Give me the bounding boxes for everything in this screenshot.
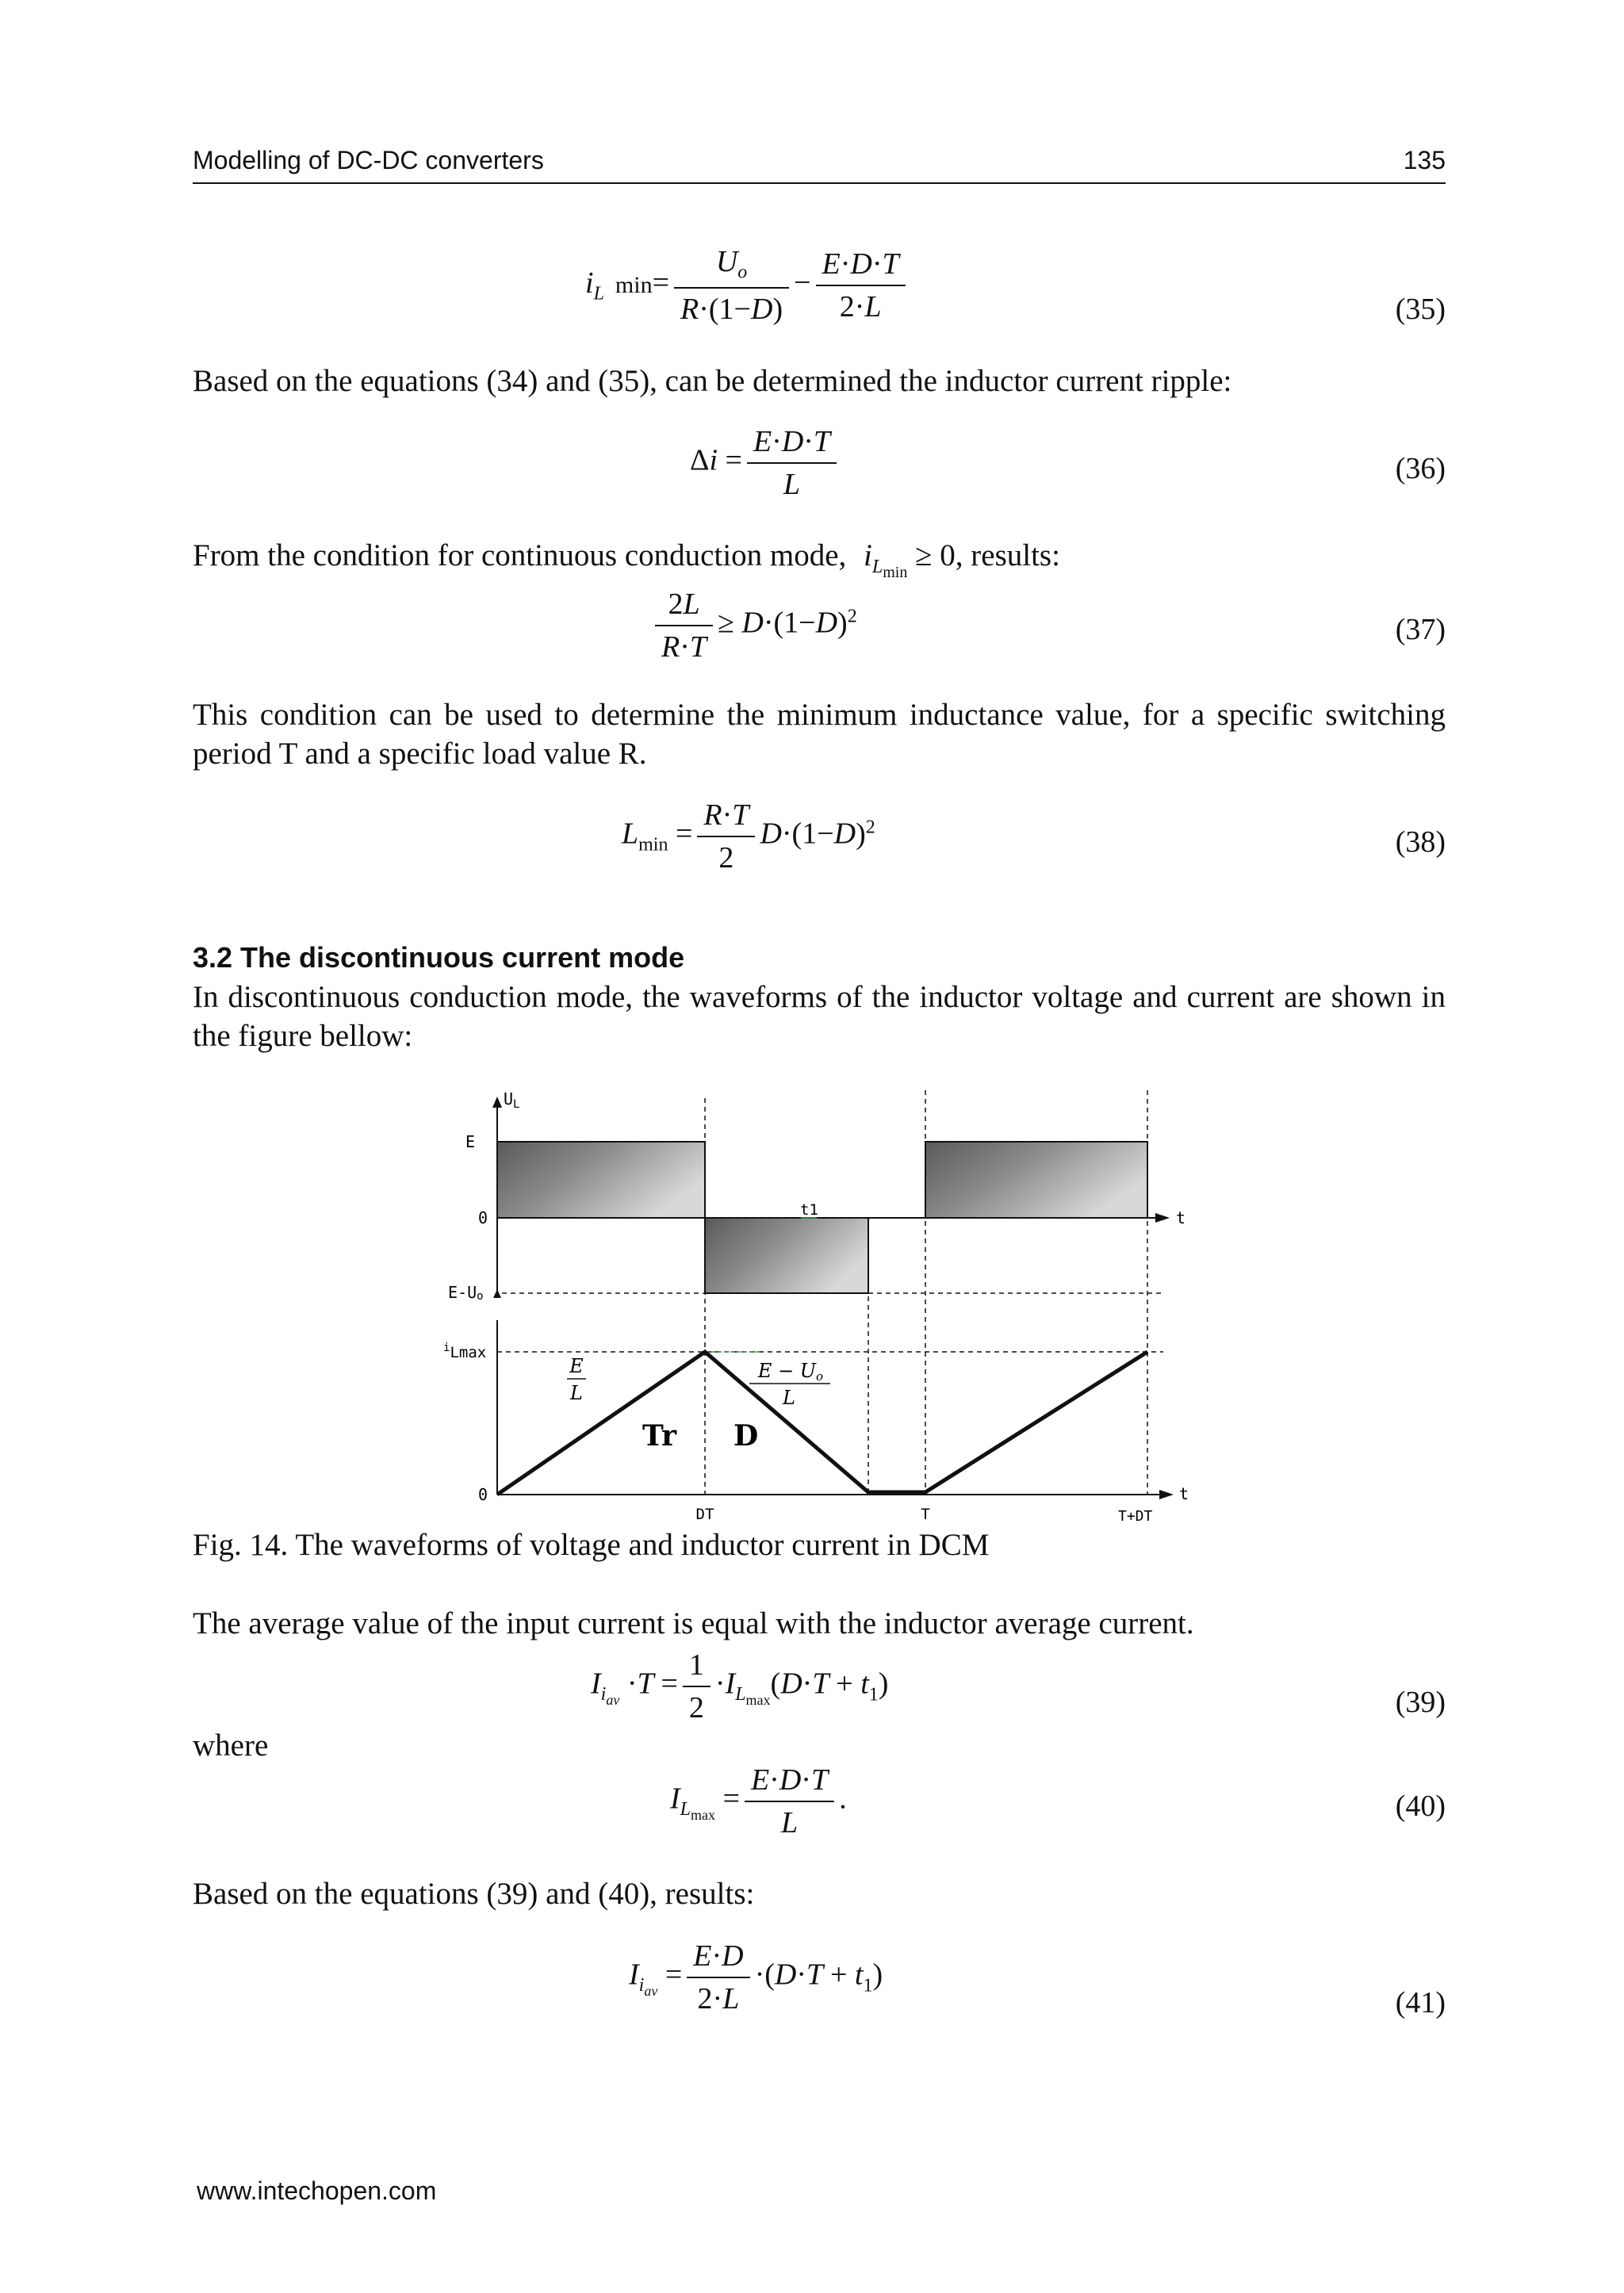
paragraph-min-inductance: This condition can be used to determine the minimum inductance value, for a specific switching period T and a specific load value R. bbox=[193, 698, 1446, 771]
label-zero-top: 0 bbox=[478, 1208, 488, 1227]
e-uo-arrow bbox=[493, 1289, 501, 1298]
paragraph-where: where bbox=[193, 1728, 269, 1763]
label-tr: Tr bbox=[642, 1419, 677, 1453]
label-t1: t1 bbox=[800, 1201, 818, 1219]
equation-41: $I_{i_{av}}$ = $\frac{E\cdot D}{2\cdot L}$ $\cdot(D\cdot T + t_1)$ bbox=[629, 1939, 883, 2015]
section-title: 3.2 The discontinuous current mode bbox=[193, 941, 685, 974]
label-t-mark: T bbox=[921, 1506, 930, 1523]
equation-37-number: (37) bbox=[1395, 613, 1446, 646]
equation-35-number: (35) bbox=[1395, 293, 1446, 326]
paragraph-continuous-condition-after: , results: bbox=[955, 538, 1060, 572]
equation-38: $L_{min}$ = $\frac{R\cdot T}{2}$ $D\cdot(1-D)^2$ bbox=[622, 798, 875, 875]
equation-36-number: (36) bbox=[1395, 452, 1446, 485]
paragraph-continuous-condition bbox=[193, 536, 1446, 592]
label-il-max: $^i$Lmax bbox=[443, 1342, 487, 1361]
equation-38-number: (38) bbox=[1395, 825, 1446, 859]
equation-40: $I_{L_{max}}$ = $\frac{E\cdot D\cdot T}{L}$ . bbox=[670, 1763, 847, 1839]
equation-39-number: (39) bbox=[1395, 1686, 1446, 1719]
footer-url[interactable]: www.intechopen.com bbox=[197, 2176, 437, 2205]
label-d: D bbox=[733, 1419, 759, 1453]
label-zero-bottom: 0 bbox=[478, 1485, 488, 1504]
figure-caption: Fig. 14. The waveforms of voltage and inductor current in DCM bbox=[193, 1528, 990, 1562]
paragraph-average-current: The average value of the input current is equal with the inductor average current. bbox=[193, 1606, 1194, 1640]
label-ul: $U_L$ bbox=[504, 1089, 520, 1111]
paragraph-ripple: Based on the equations (34) and (35), can be determined the inductor current ripple: bbox=[193, 364, 1232, 398]
equation-39: $I_{i_{av}} \cdot T$ = $\frac{1}{2}$ $\cdot I_{L_{max}}(D\cdot T + t_1)$ bbox=[591, 1648, 889, 1725]
label-e: E bbox=[465, 1132, 476, 1151]
label-t-bottom: t bbox=[1179, 1484, 1189, 1503]
time-axis-bottom-arrow bbox=[1159, 1490, 1174, 1499]
voltage-pulse-on-1 bbox=[497, 1142, 705, 1218]
running-title: Modelling of DC-DC converters bbox=[193, 146, 544, 174]
paragraph-continuous-condition-before: From the condition for continuous conduction mode, bbox=[193, 538, 847, 572]
label-slope-up-num: E bbox=[569, 1355, 584, 1377]
header-rule bbox=[193, 182, 1446, 184]
label-e-uo: E-Uo bbox=[448, 1283, 484, 1303]
voltage-pulse-off bbox=[705, 1218, 868, 1293]
label-t-top: t bbox=[1176, 1208, 1186, 1227]
label-slope-up-den: L bbox=[570, 1382, 583, 1404]
equation-40-number: (40) bbox=[1395, 1790, 1446, 1823]
voltage-pulse-on-2 bbox=[925, 1142, 1147, 1218]
label-dt: DT bbox=[695, 1506, 714, 1523]
label-slope-down-num: E − Uo bbox=[757, 1360, 824, 1384]
label-slope-down-den: L bbox=[783, 1387, 795, 1409]
equation-35: $i_L$ min= $\frac{U_o}{R\cdot(1-D)}$ − $\frac{E\cdot D\cdot T}{2\cdot L}$ bbox=[585, 244, 910, 327]
equation-41-number: (41) bbox=[1395, 1986, 1446, 2019]
page-number: 135 bbox=[1403, 146, 1446, 174]
equation-37: $\frac{2L}{R\cdot T}$ ≥ $D\cdot(1-D)^2$ bbox=[650, 587, 857, 664]
figure-waveforms bbox=[440, 1082, 1201, 1526]
label-t-plus-dt: T+DT bbox=[1118, 1508, 1153, 1525]
paragraph-dcm-intro: In discontinuous conduction mode, the waveforms of the inductor voltage and current are shown in the figure bellow: bbox=[193, 980, 1446, 1053]
ul-axis-arrow bbox=[492, 1097, 502, 1108]
paragraph-results: Based on the equations (39) and (40), results: bbox=[193, 1877, 755, 1911]
equation-36: Δi = $\frac{E\cdot D\cdot T}{L}$ bbox=[690, 424, 841, 502]
inline-il-min: $i_{L_{min}} \ge 0$ bbox=[864, 538, 956, 581]
time-axis-top-arrow bbox=[1155, 1213, 1170, 1223]
